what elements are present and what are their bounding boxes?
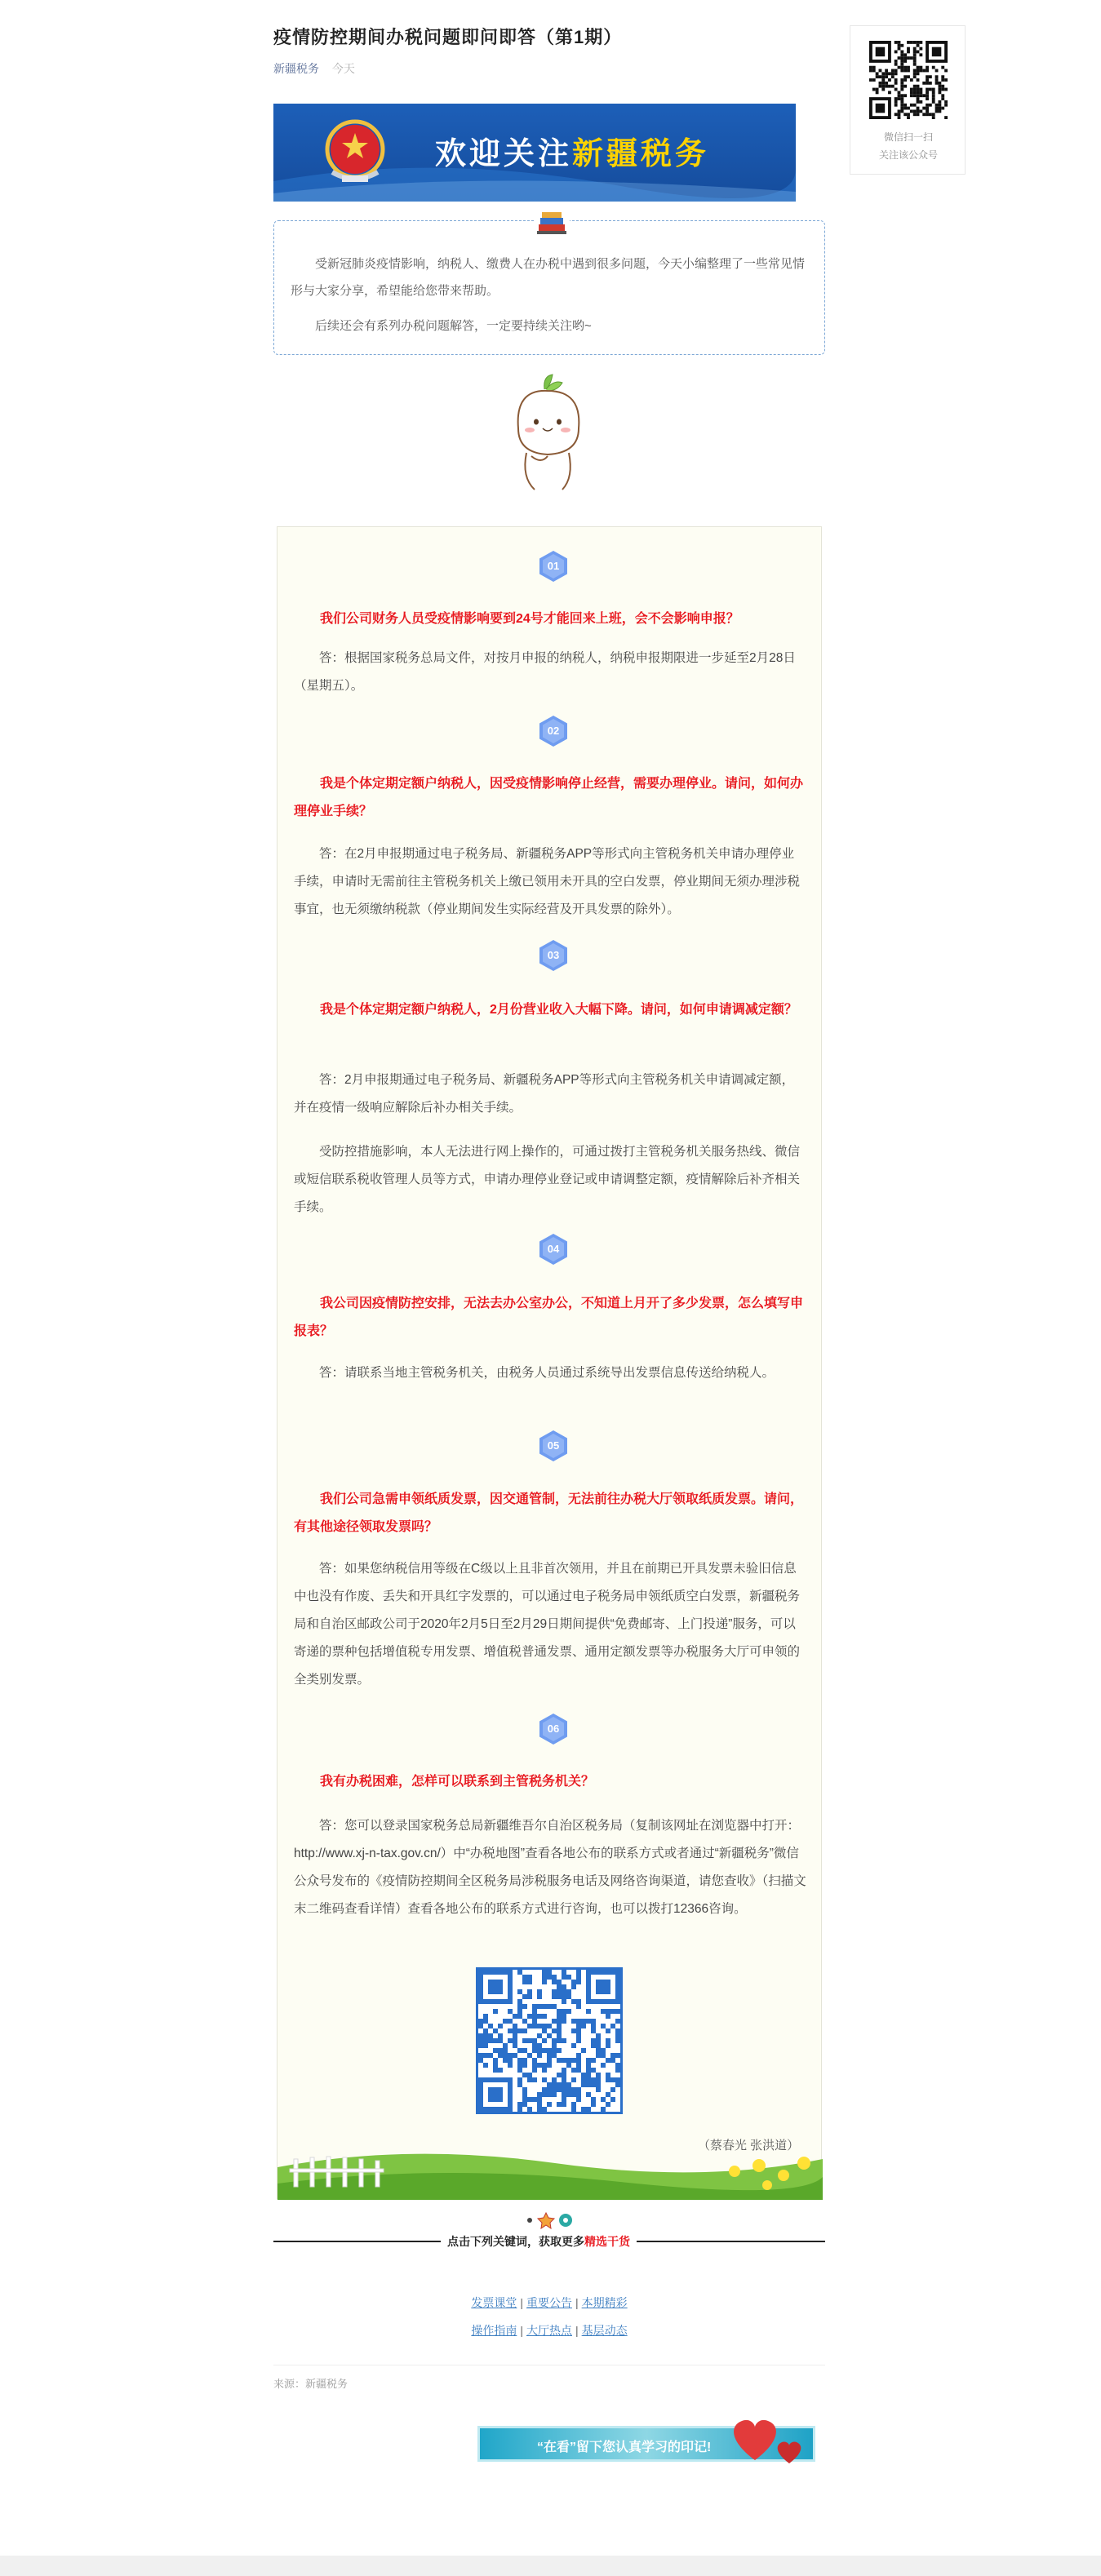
qa-answer: 答：根据国家税务总局文件，对按月申报的纳税人，纳税申报期限进一步延至2月28日（星期五）。: [294, 651, 796, 693]
keyword-links: [273, 2289, 825, 2344]
banner-text-highlight: 新疆税务: [572, 135, 710, 171]
footer-prompt-text: 点击下列关键词，获取更多: [447, 2235, 584, 2248]
keyword-link[interactable]: 大厅热点: [526, 2324, 572, 2337]
welcome-banner: [273, 104, 796, 202]
qr-code-pattern: [478, 1970, 620, 2112]
hexagon-number-icon: [537, 939, 570, 972]
qa-answer: 答：如果您纳税信用等级在C级以上且非首次领用，并且在前期已开具发票未验旧信息中也没有作废、丢失和开具红字发票的，可以通过电子税务局申领纸质空白发票，新疆税务局和自治区邮政公司于2020年2月5日至2月29日期间提供“免费邮寄、上门投递”服务，可以寄递的票种包括增值税专用发票、增值税普通发票、通用定额发票等办税服务大厅可申领的全类别发票。: [294, 1562, 801, 1687]
keyword-row-1: 发票课堂 | 重要公告 | 本期精彩: [471, 2296, 628, 2309]
qa-question: 我是个体定期定额户纳税人，因受疫情影响停止经营，需要办理停业。请问，如何办理停业手续？: [294, 777, 804, 818]
qa-question: 我们公司财务人员受疫情影响要到24号才能回来上班，会不会影响申报？: [320, 612, 739, 626]
keyword-link[interactable]: 重要公告: [526, 2296, 572, 2309]
qa-number: 04: [547, 1243, 560, 1255]
keyword-row-2: 操作指南 | 大厅热点 | 基层动态: [471, 2324, 628, 2337]
hexagon-number-icon: [537, 715, 570, 747]
intro-paragraph-1: 受新冠肺炎疫情影响，纳税人、缴费人在办税中遇到很多问题，今天小编整理了一些常见情形与大家分享，希望能给您带来帮助。: [291, 257, 806, 298]
zaikan-text: “在看”留下您认真学习的印记!: [537, 2441, 712, 2454]
follow-qr-card: [850, 25, 966, 175]
source-text: 来源：新疆税务: [273, 2365, 825, 2391]
hexagon-number-icon: [537, 1430, 570, 1462]
qa-answer: 答：您可以登录国家税务总局新疆维吾尔自治区税务局（复制该网址在浏览器中打开：http://www.xj-n-tax.gov.cn/）中“办税地图”查看各地公布的联系方式或者通过“新疆税务”微信公众号发布的《疫情防控期间全区税务局涉税服务电话及网络咨询渠道，请您查收》（扫描文末二维码查看详情）查看各地公布的联系方式进行咨询，也可以拨打12366咨询。: [294, 1819, 806, 1916]
banner-text-prefix: 欢迎关注: [435, 135, 573, 171]
qr-code-icon[interactable]: [869, 41, 948, 119]
keyword-link[interactable]: 发票课堂: [471, 2296, 517, 2309]
qa-answer: 答：请联系当地主管税务机关，由税务人员通过系统导出发票信息传送给纳税人。: [319, 1366, 775, 1380]
article-title: 疫情防控期间办税问题即问即答（第1期）: [273, 27, 623, 47]
banner-text: [435, 128, 709, 173]
tax-emblem-icon: [317, 115, 393, 190]
zaikan-banner[interactable]: [477, 2419, 820, 2468]
follow-qr-line-1: 微信扫一扫: [883, 131, 933, 143]
qa-question: 我是个体定期定额户纳税人，2月份营业收入大幅下降。请问，如何申请调减定额？: [320, 1003, 797, 1017]
keyword-link[interactable]: 基层动态: [581, 2324, 628, 2337]
footer-prompt: [441, 2232, 637, 2250]
qa-question: 我公司因疫情防控安排，无法去办公室办公，不知道上月开了多少发票，怎么填写申报表？: [294, 1297, 804, 1338]
footer-divider: [273, 2211, 825, 2248]
hexagon-number-icon: [537, 1233, 570, 1266]
qa-answer: 答：在2月申报期通过电子税务局、新疆税务APP等形式向主管税务机关申请办理停业手续，申请时无需前往主管税务机关上缴已领用未开具的空白发票，停业期间无须办理涉税事宜，也无须缴纳税款（停业期间发生实际经营及开具发票的除外）。: [294, 847, 801, 916]
qa-answer: 受防控措施影响，本人无法进行网上操作的，可通过拨打主管税务机关服务热线、微信或短信联系税收管理人员等方式，申请办理停业登记或申请调整定额，疫情解除后补齐相关手续。: [294, 1145, 801, 1214]
footer-prompt-highlight: 精选干货: [584, 2235, 630, 2248]
keyword-link[interactable]: 操作指南: [471, 2324, 517, 2337]
page-bottom-band: [0, 2556, 1101, 2576]
qa-number: 02: [547, 725, 560, 737]
qa-question: 我有办税困难，怎样可以联系到主管税务机关？: [320, 1775, 595, 1789]
follow-qr-caption: [850, 128, 966, 164]
mascot-icon: [494, 371, 600, 494]
intro-box: [273, 220, 825, 355]
qa-number: 06: [547, 1723, 560, 1735]
flower-icon: [526, 2211, 575, 2229]
author-signature: （蔡春光 张洪道）: [698, 2139, 800, 2153]
qa-question: 我们公司急需申领纸质发票，因交通管制，无法前往办税大厅领取纸质发票。请问，有其他途径领取发票吗？: [294, 1492, 804, 1534]
keyword-link[interactable]: 本期精彩: [581, 2296, 628, 2309]
publish-date: 今天: [331, 62, 355, 75]
hexagon-number-icon: [537, 550, 570, 583]
qa-panel: [277, 526, 822, 2199]
follow-qr-line-2: 关注该公众号: [878, 149, 938, 161]
qa-number: 01: [547, 560, 560, 572]
qa-number: 05: [547, 1439, 560, 1452]
qr-code-icon[interactable]: [476, 1967, 623, 2114]
qa-number: 03: [547, 949, 560, 961]
account-name-link[interactable]: 新疆税务: [273, 62, 319, 75]
heart-icon: [722, 2410, 820, 2468]
hexagon-number-icon: [537, 1713, 570, 1745]
intro-paragraph-2: 后续还会有系列办税问题解答，一定要持续关注哟~: [315, 319, 592, 333]
qa-answer: 答：2月申报期通过电子税务局、新疆税务APP等形式向主管税务机关申请调减定额，并在疫情一级响应解除后补办相关手续。: [294, 1073, 795, 1115]
books-icon: [534, 210, 570, 237]
article-meta: [273, 60, 355, 77]
